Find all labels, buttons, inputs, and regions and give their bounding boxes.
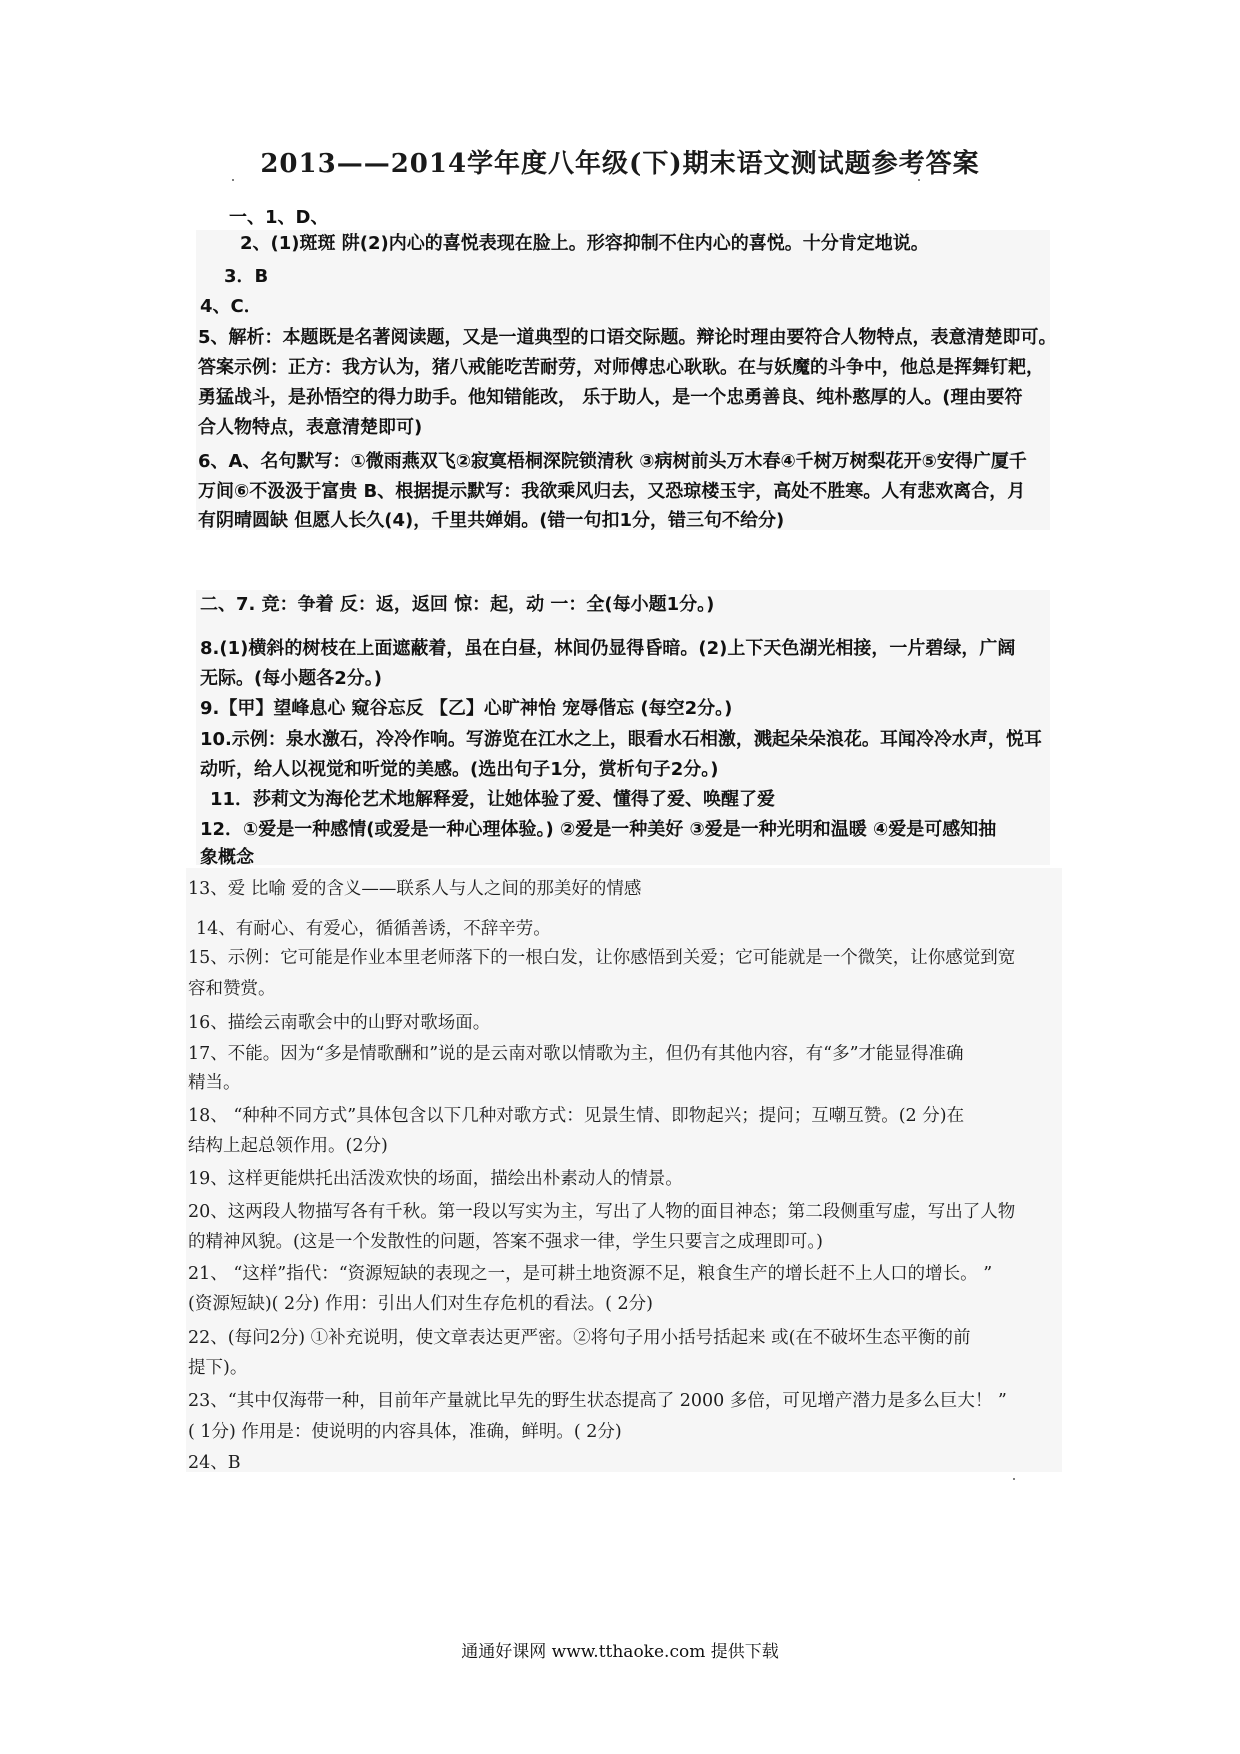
answer-line: 16、描绘云南歌会中的山野对歌场面。 (188, 1013, 491, 1033)
scan-speck (918, 179, 920, 181)
footer-credit: 通通好课网 www.tthaoke.com 提供下载 (461, 1642, 779, 1662)
scan-speck (232, 179, 234, 181)
answer-line: 4、C． (200, 296, 262, 317)
answer-line: (资源短缺)( 2分) 作用：引出人们对生存危机的看法。( 2分) (188, 1294, 653, 1314)
answer-line: 合人物特点，表意清楚即可) (198, 417, 423, 438)
answer-line: 象概念 (200, 847, 254, 868)
answer-line: 5、解析：本题既是名著阅读题，又是一道典型的口语交际题。辩论时理由要符合人物特点，表意清楚即可。 (198, 327, 1057, 348)
answer-line: 3．B (224, 266, 269, 287)
answer-line: 动听，给人以视觉和听觉的美感。(选出句子1分，赏析句子2分。) (200, 759, 719, 780)
answer-line: 容和赞赏。 (188, 979, 276, 999)
page-title: 2013——2014学年度八年级(下)期末语文测试题参考答案 (260, 149, 980, 179)
answer-line: 12．①爱是一种感情(或爱是一种心理体验。) ②爱是一种美好 ③爱是一种光明和温暖 ④爱是可感知抽 (200, 819, 997, 840)
answer-line: 21、 “这样”指代：“资源短缺的表现之一，是可耕土地资源不足，粮食生产的增长赶不上人口的增长。 ” (188, 1264, 993, 1284)
answer-line: 14、有耐心、有爱心，循循善诱，不辞辛劳。 (196, 919, 551, 939)
answer-line: 结构上起总领作用。(2分) (188, 1136, 388, 1156)
answer-line: 提下)。 (188, 1358, 248, 1378)
answer-line: 2、(1)斑斑 阱(2)内心的喜悦表现在脸上。形容抑制不住内心的喜悦。十分肯定地说。 (240, 233, 929, 254)
answer-line: 22、(每问2分) ①补充说明，使文章表达更严密。②将句子用小括号括起来 或(在不破坏生态平衡的前 (188, 1328, 971, 1348)
answer-line: 13、爱 比喻 爱的含义——联系人与人之间的那美好的情感 (188, 879, 642, 899)
answer-line: 答案示例：正方：我方认为，猪八戒能吃苦耐劳，对师傅忠心耿耿。在与妖魔的斗争中，他总是挥舞钉耙， (198, 357, 1044, 378)
answer-line: 9.【甲】望峰息心 窥谷忘反 【乙】心旷神怡 宠辱偕忘 (每空2分。) (200, 698, 733, 719)
answer-line: 有阴晴圆缺 但愿人长久(4)，千里共婵娟。(错一句扣1分，错三句不给分) (198, 510, 785, 531)
answer-line: 24、B (188, 1453, 241, 1473)
answer-line: 万间⑥不汲汲于富贵 B、根据提示默写：我欲乘风归去，又恐琼楼玉宇，高处不胜寒。人有悲欢离合，月 (198, 481, 1026, 502)
answer-line: ( 1分) 作用是：使说明的内容具体，准确，鲜明。( 2分) (188, 1422, 622, 1442)
answer-line: 23、“其中仅海带一种，目前年产量就比早先的野生状态提高了 2000 多倍，可见增产潜力是多么巨大！ ” (188, 1391, 1007, 1411)
answer-line: 精当。 (188, 1073, 241, 1093)
answer-line: 20、这两段人物描写各有千秋。第一段以写实为主，写出了人物的面目神态；第二段侧重写虚，写出了人物 (188, 1202, 1016, 1222)
answer-line: 17、不能。因为“多是情歌酬和”说的是云南对歌以情歌为主，但仍有其他内容，有“多”才能显得准确 (188, 1044, 964, 1064)
answer-line: 15、示例：它可能是作业本里老师落下的一根白发，让你感悟到关爱；它可能就是一个微笑，让你感觉到宽 (188, 948, 1016, 968)
answer-line: 11．莎莉文为海伦艺术地解释爱，让她体验了爱、懂得了爱、唤醒了爱 (210, 789, 776, 810)
answer-line: 勇猛战斗，是孙悟空的得力助手。他知错能改， 乐于助人，是一个忠勇善良、纯朴憨厚的人。(理由要符 (198, 387, 1023, 408)
answer-line: 二、7. 竞：争着 反：返，返回 惊：起，动 一：全(每小题1分。) (200, 594, 715, 615)
answer-line: 无际。(每小题各2分。) (200, 668, 382, 689)
answer-line: 一、1、D、 (229, 207, 329, 228)
scan-speck (1013, 1478, 1015, 1480)
answer-line: 10.示例：泉水激石，冷冷作响。写游览在江水之上，眼看水石相激，溅起朵朵浪花。耳闻冷冷水声，悦耳 (200, 729, 1042, 750)
answer-line: 18、 “种种不同方式”具体包含以下几种对歌方式：见景生情、即物起兴；提问；互嘲互赞。(2 分)在 (188, 1106, 965, 1126)
answer-line: 6、A、名句默写：①微雨燕双飞②寂寞梧桐深院锁清秋 ③病树前头万木春④千树万树梨花开⑤安得广厦千 (198, 451, 1027, 472)
answer-line: 8.(1)横斜的树枝在上面遮蔽着，虽在白昼，林间仍显得昏暗。(2)上下天色湖光相接，一片碧绿，广阔 (200, 638, 1016, 659)
answer-line: 19、这样更能烘托出活泼欢快的场面，描绘出朴素动人的情景。 (188, 1169, 683, 1189)
answer-line: 的精神风貌。(这是一个发散性的问题，答案不强求一律，学生只要言之成理即可。) (188, 1232, 823, 1252)
